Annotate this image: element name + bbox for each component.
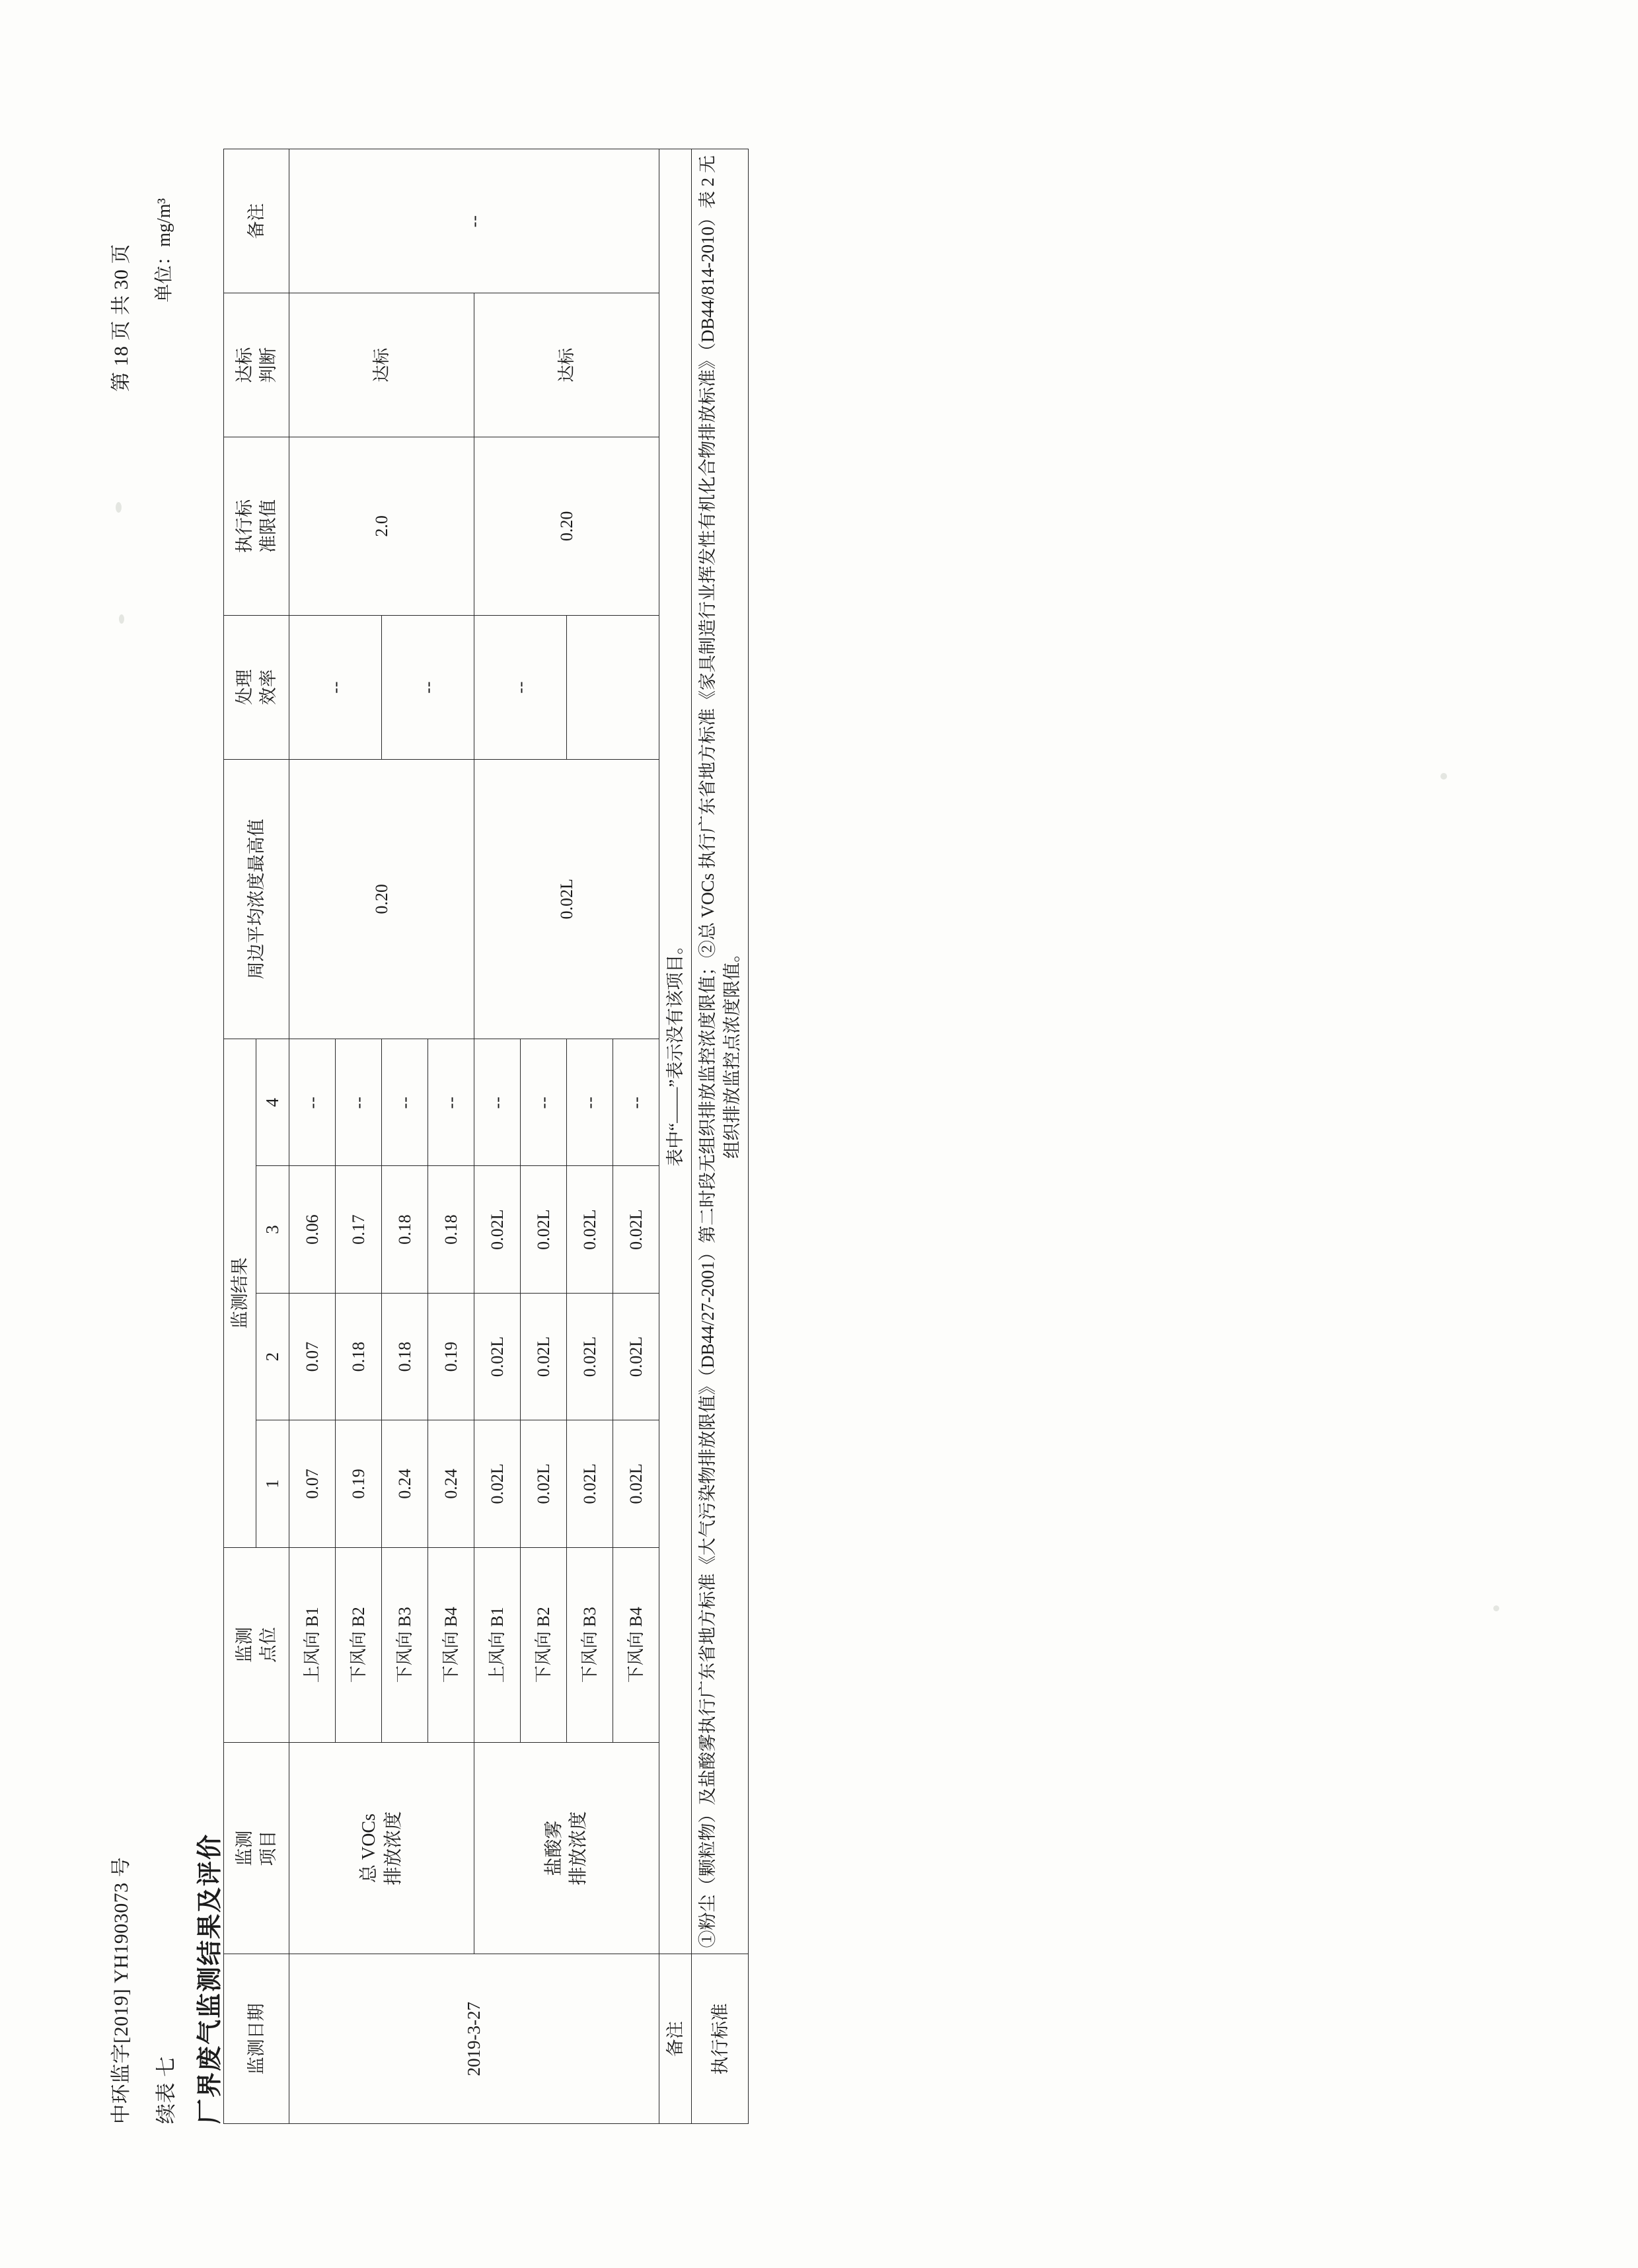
th-result-2: 2	[256, 1293, 289, 1420]
cell-treat-eff: --	[381, 615, 474, 759]
remark-row	[659, 149, 691, 2124]
cell-judgement: 达标	[289, 293, 474, 437]
cell-point: 下风向 B3	[566, 1547, 613, 1742]
cell-result-3: 0.06	[289, 1166, 335, 1293]
cell-project-vocs: 总 VOCs 排放浓度	[289, 1742, 474, 1954]
remark-label: 备注	[659, 1954, 691, 2124]
cell-result-2: 0.02L	[613, 1293, 659, 1420]
th-date: 监测日期	[224, 1954, 289, 2124]
unit-label: 单位：mg/m³	[154, 198, 174, 303]
cell-point: 下风向 B2	[520, 1547, 566, 1742]
cell-result-4: --	[566, 1039, 613, 1166]
cell-result-1: 0.24	[381, 1420, 428, 1547]
th-point: 监测 点位	[224, 1547, 289, 1742]
monitoring-results-table	[223, 149, 749, 2124]
cell-result-3: 0.02L	[474, 1166, 520, 1293]
cell-result-2: 0.18	[381, 1293, 428, 1420]
remark-text: 表中“——”表示没有该项目。	[659, 149, 691, 1954]
cell-result-1: 0.02L	[566, 1420, 613, 1547]
cell-perimeter-max: 0.20	[289, 759, 474, 1039]
cell-result-3: 0.18	[381, 1166, 428, 1293]
cell-treat-eff	[566, 615, 659, 759]
table-row	[289, 149, 335, 2124]
cell-result-2: 0.18	[335, 1293, 381, 1420]
th-remark: 备注	[224, 149, 289, 293]
table-row	[474, 149, 520, 2124]
cell-treat-eff: --	[474, 615, 566, 759]
cell-point: 下风向 B4	[613, 1547, 659, 1742]
cell-date: 2019-3-27	[289, 1954, 659, 2124]
cell-std-limit: 0.20	[474, 437, 659, 615]
page-number: 第 18 页 共 30 页	[110, 244, 132, 392]
cell-result-1: 0.19	[335, 1420, 381, 1547]
cell-result-2: 0.02L	[474, 1293, 520, 1420]
table-header-row-1	[224, 149, 256, 2124]
cell-result-2: 0.19	[428, 1293, 474, 1420]
th-result-3: 3	[256, 1166, 289, 1293]
cell-result-3: 0.17	[335, 1166, 381, 1293]
standard-label: 执行标准	[692, 1954, 749, 2124]
th-judgement: 达标 判断	[224, 293, 289, 437]
cell-result-2: 0.02L	[520, 1293, 566, 1420]
cell-result-2: 0.07	[289, 1293, 335, 1420]
th-project: 监测 项目	[224, 1742, 289, 1954]
cell-result-1: 0.24	[428, 1420, 474, 1547]
th-treat-eff: 处理 效率	[224, 615, 289, 759]
cell-result-2: 0.02L	[566, 1293, 613, 1420]
cell-result-4: --	[520, 1039, 566, 1166]
cell-result-3: 0.18	[428, 1166, 474, 1293]
th-results-group: 监测结果	[224, 1039, 256, 1548]
cell-result-4: --	[289, 1039, 335, 1166]
cell-result-4: --	[613, 1039, 659, 1166]
th-result-4: 4	[256, 1039, 289, 1166]
cell-point: 下风向 B2	[335, 1547, 381, 1742]
th-result-1: 1	[256, 1420, 289, 1547]
cell-result-1: 0.02L	[613, 1420, 659, 1547]
standard-text: ①粉尘（颗粒物）及盐酸雾执行广东省地方标准《大气污染物排放限值》（DB44/27-2001）第二时段无组织排放监控浓度限值；②总 VOCs 执行广东省地方标准《家具制造行业挥发性有机化合物排放标准》（DB44/814-2010）表 2 无组织排放监控点浓度限值。	[692, 149, 749, 1954]
th-perimeter-max: 周边平均浓度最高值	[224, 759, 289, 1039]
cell-result-3: 0.02L	[520, 1166, 566, 1293]
cell-result-4: --	[474, 1039, 520, 1166]
cell-remark: --	[289, 149, 659, 293]
cell-treat-eff: --	[289, 615, 381, 759]
cell-point: 下风向 B3	[381, 1547, 428, 1742]
cell-project-hcl: 盐酸雾 排放浓度	[474, 1742, 659, 1954]
standard-row	[692, 149, 749, 2124]
cell-judgement: 达标	[474, 293, 659, 437]
cell-result-3: 0.02L	[613, 1166, 659, 1293]
cell-point: 上风向 B1	[289, 1547, 335, 1742]
cell-result-1: 0.07	[289, 1420, 335, 1547]
cell-result-4: --	[381, 1039, 428, 1166]
cell-point: 上风向 B1	[474, 1547, 520, 1742]
section-title: 厂界废气监测结果及评价	[196, 1833, 224, 2124]
document-id: 中环监字[2019] YH1903073 号	[110, 1856, 132, 2124]
cell-result-4: --	[428, 1039, 474, 1166]
cell-result-4: --	[335, 1039, 381, 1166]
th-std-limit: 执行标 准限值	[224, 437, 289, 615]
cell-std-limit: 2.0	[289, 437, 474, 615]
cell-point: 下风向 B4	[428, 1547, 474, 1742]
cell-result-1: 0.02L	[520, 1420, 566, 1547]
cell-result-1: 0.02L	[474, 1420, 520, 1547]
continued-table-label: 续表 七	[155, 2056, 178, 2124]
cell-result-3: 0.02L	[566, 1166, 613, 1293]
cell-perimeter-max: 0.02L	[474, 759, 659, 1039]
